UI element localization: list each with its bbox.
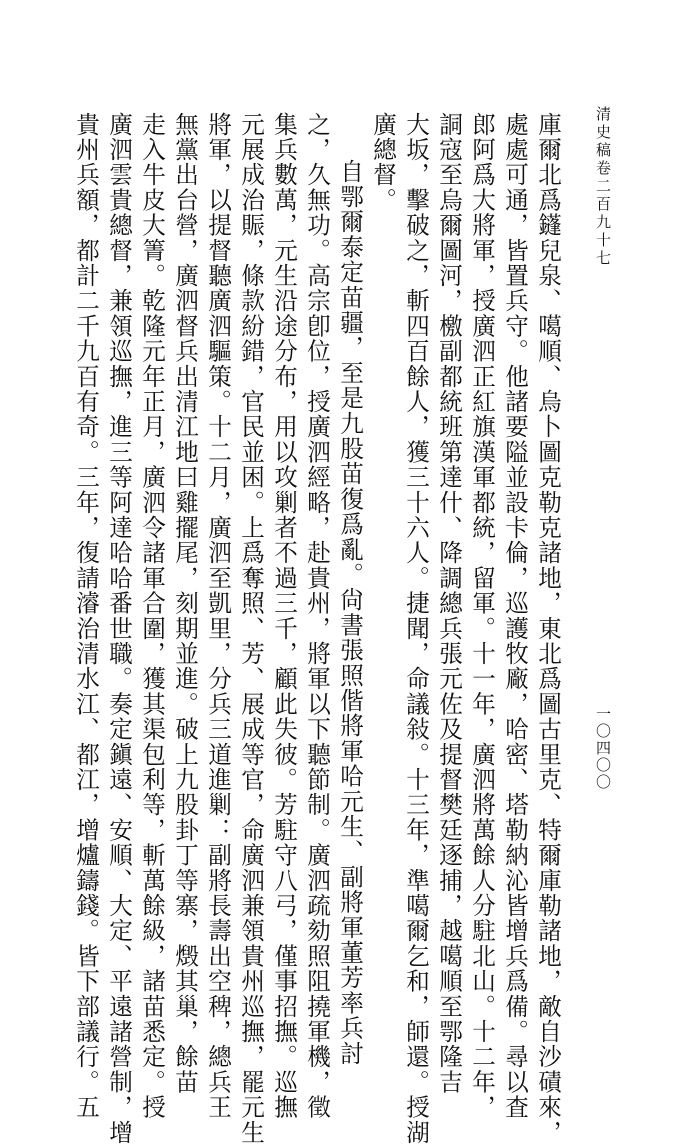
text-column: 之，久無功。高宗卽位，授廣泗經略，赴貴州，將軍以下聽節制。廣泗疏劾照阻撓軍機，徵 (303, 112, 331, 1120)
text-column: 集兵數萬，元生沿途分布，用以攻剿者不過三千，顧此失彼。芳駐守八弓，僅事招撫。巡撫 (270, 112, 298, 1120)
page-number: 一〇四〇〇 (594, 706, 612, 791)
text-column: 元展成治賑，條款紛錯，官民並困。上爲奪照、芳、展成等官，命廣泗兼領貴州巡撫，罷元生 (237, 112, 265, 1145)
text-column: 處處可通，皆置兵守。他諸要隘並設卡倫，巡護牧廠，哈密、塔勒納沁皆增兵爲備。尋以査 (501, 112, 529, 1120)
text-column: 貴州兵額，都計二千九百有奇。三年，復請濬治清水江、都江，增爐鑄錢。皆下部議行。五 (72, 112, 100, 1120)
text-column: 走入牛皮大箐。乾隆元年正月，廣泗令諸軍合圍，獲其渠包利等，斬萬餘級，諸苗悉定。授 (138, 112, 166, 1120)
text-column: 庫爾北爲鑝兒泉、噶順、烏卜圖克勒克諸地，東北爲圖古里克、特爾庫勒諸地，敵自沙磧來， (534, 112, 562, 1145)
header-title: 清史稿卷二百九十七 (594, 106, 612, 268)
text-body (72, 112, 564, 1145)
text-column: 郎阿爲大將軍，授廣泗正紅旗漢軍都統，留軍。十一年，廣泗將萬餘人分駐北山。十二年， (468, 112, 496, 1120)
text-column: 廣泗雲貴總督，兼領巡撫，進三等阿達哈哈番世職。奏定鎭遠、安順、大定、平遠諸營制，增 (105, 112, 133, 1145)
text-column: 廣總督。 (369, 112, 397, 213)
text-column: 大坂，擊破之，斬四百餘人，獲三十六人。捷聞，命議敍。十三年，準噶爾乞和，師還。授湖 (402, 112, 430, 1145)
text-column: 自鄂爾泰定苗疆，至是九股苗復爲亂。尙書張照偕將軍哈元生、副將軍董芳率兵討 (336, 159, 364, 1067)
text-column: 無黨出台營，廣泗督兵出清江地曰雞擺尾，刻期並進。破上九股卦丁等寨，燬其巢，餘苗 (171, 112, 199, 1095)
text-column: 詷寇至烏爾圖河，檄副都統班第達什、降調總兵張元佐及提督樊廷逐捕，越噶順至鄂隆吉 (435, 112, 463, 1095)
text-column: 將軍，以提督聽廣泗驅策。十二月，廣泗至凱里，分兵三道進剿：副將長壽出空稗，總兵王 (204, 112, 232, 1120)
